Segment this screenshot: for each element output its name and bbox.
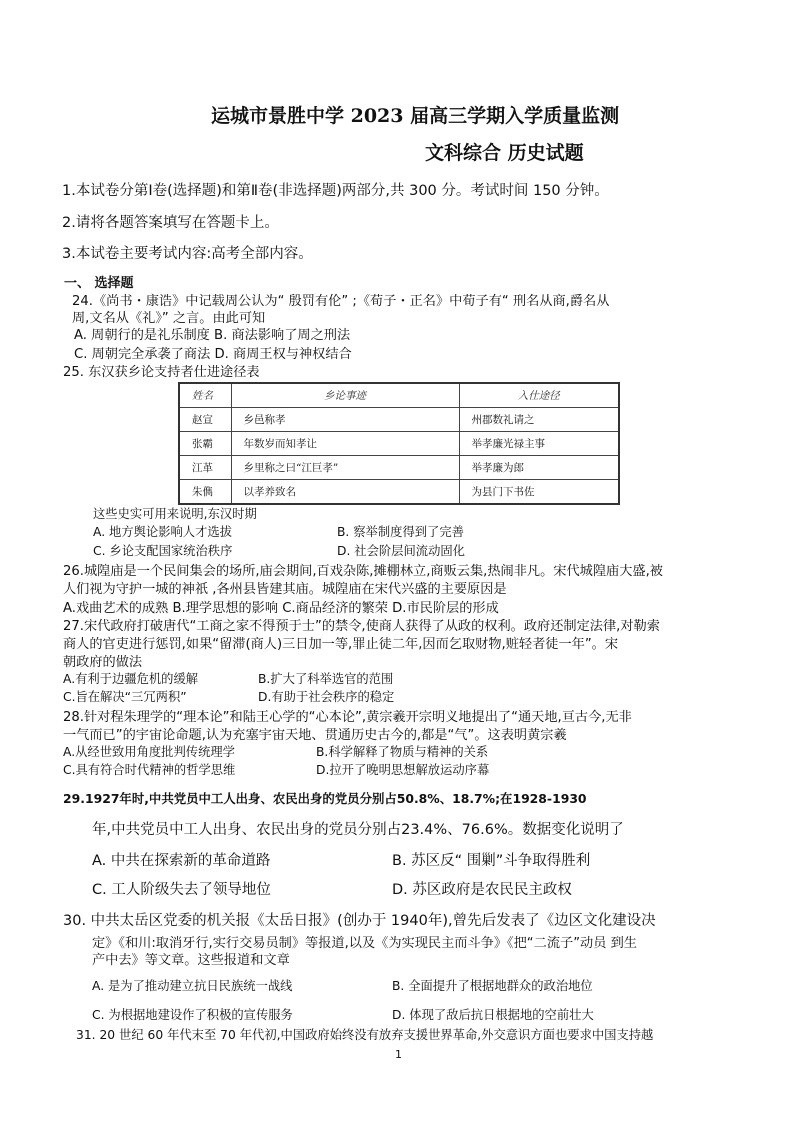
notice-3: 3.本试卷主要考试内容:高考全部内容。	[62, 246, 313, 262]
q30-option-d: D. 体现了敌后抗日根据地的空前壮大	[392, 1008, 594, 1022]
q30-option-b: B. 全面提升了根据地群众的政治地位	[392, 979, 593, 993]
q30-line-1: 30. 中共太岳区党委的机关报《太岳日报》(创办于 1940年),曾先后发表了《边区文化建设决	[63, 913, 656, 929]
table-cell: 州郡数礼请之	[459, 408, 619, 432]
table-cell: 为县门下书佐	[459, 480, 619, 505]
page-number: 1	[395, 1048, 402, 1061]
q25-option-a: A. 地方舆论影响人才选拔	[93, 525, 232, 539]
q29-option-d: D. 苏区政府是农民民主政权	[392, 882, 572, 898]
q29-option-a: A. 中共在探索新的革命道路	[92, 853, 271, 869]
exam-subtitle: 文科综合 历史试题	[425, 142, 584, 164]
q24-line-1: 24.《尚书・康诰》中记载周公认为“ 殷罚有伦” ;《荀子・正名》中荀子有“ 刑名从商,爵名从	[72, 294, 610, 309]
q27-option-c: C.旨在解决“三冗两积”	[63, 690, 187, 704]
table-header-row	[179, 383, 619, 408]
table-cell: 张霸	[179, 432, 231, 456]
q29-option-c: C. 工人阶级失去了领导地位	[92, 882, 271, 898]
q25-follow: 这些史实可用来说明,东汉时期	[93, 507, 257, 521]
exam-title: 运城市景胜中学 2023 届高三学期入学质量监测	[211, 105, 620, 127]
notice-2: 2.请将各题答案填写在答题卡上。	[62, 215, 279, 231]
q28-option-b: B.科学解释了物质与精神的关系	[316, 745, 489, 759]
q30-line-3: 产中去》等文章。这些报道和文章	[92, 953, 290, 968]
q29-line-2: 年,中共党员中工人出身、农民出身的党员分别占23.4%、76.6%。数据变化说明了	[92, 822, 624, 838]
q28-line-1: 28.针对程朱理学的“理本论”和陆王心学的“心本论”,黄宗羲开宗明义地提出了“通天地,亘古今,无非	[63, 710, 632, 725]
table-header-cell: 乡论事迹	[231, 383, 459, 408]
q27-line-2: 商人的官吏进行惩罚,如果“留滞(商人)三日加一等,罪止徒二年,因而乞取财物,赃轻者徒一年”。宋	[63, 637, 619, 652]
q26-line-2: 人们视为守护一城的神祇 ,各州县皆建其庙。城隍庙在宋代兴盛的主要原因是	[63, 582, 507, 597]
q25-option-b: B. 察举制度得到了完善	[337, 525, 464, 539]
table-row	[179, 408, 619, 432]
q27-line-1: 27.宋代政府打破唐代“工商之家不得预于士”的禁令,使商人获得了从政的权利。政府还制定法律,对勒索	[63, 619, 660, 634]
table-row	[179, 456, 619, 480]
table-cell: 以孝养致名	[231, 480, 459, 505]
table-cell: 举孝廉为郎	[459, 456, 619, 480]
q27-line-3: 朝政府的做法	[63, 655, 143, 670]
q28-line-2: 一气而已”的宇宙论命题,认为充塞宇宙天地、贯通历史古今的,都是“气”。这表明黄宗羲	[63, 728, 567, 743]
table-row	[179, 480, 619, 505]
section-title: 一、 选择题	[64, 276, 134, 291]
q26-options: A.戏曲艺术的成熟 B.理学思想的影响 C.商品经济的繁荣 D.市民阶层的形成	[63, 601, 499, 616]
table-cell: 乡里称之曰“江巨孝”	[231, 456, 459, 480]
q25-option-c: C. 乡论支配国家统治秩序	[93, 544, 233, 558]
q27-option-a: A.有利于边疆危机的缓解	[63, 672, 199, 686]
q29-option-b: B. 苏区反“ 围剿”斗争取得胜利	[392, 853, 591, 869]
table-cell: 乡邑称孝	[231, 408, 459, 432]
q30-option-c: C. 为根据地建设作了积极的宣传服务	[92, 1008, 293, 1022]
table-row	[179, 432, 619, 456]
q27-option-b: B.扩大了科举选官的范围	[258, 672, 394, 686]
table-cell: 举孝廉光禄主事	[459, 432, 619, 456]
table-header-cell: 入仕途径	[459, 383, 619, 408]
notice-1: 1.本试卷分第Ⅰ卷(选择题)和第Ⅱ卷(非选择题)两部分,共 300 分。考试时间 150 分钟。	[62, 183, 609, 199]
q28-option-c: C.具有符合时代精神的哲学思维	[63, 763, 236, 777]
q26-line-1: 26.城隍庙是一个民间集会的场所,庙会期间,百戏杂陈,摊棚林立,商贩云集,热闹非凡。宋代城隍庙大盛,被	[63, 564, 663, 579]
table-cell: 赵宣	[179, 408, 231, 432]
q28-option-a: A.从经世致用角度批判传统理学	[63, 745, 235, 759]
q30-line-2: 定》《和川:取消牙行,实行交易员制》等报道,以及《为实现民主而斗争》《把“二流子”动员 到生	[92, 936, 637, 951]
q24-line-2: 周,文名从《礼》” 之言。由此可知	[72, 311, 266, 326]
q29-line-1: 29.1927年时,中共党员中工人出身、农民出身的党员分别占50.8%、18.7%;在1928-1930	[63, 791, 587, 806]
q30-option-a: A. 是为了推动建立抗日民族统一战线	[92, 979, 293, 993]
q28-option-d: D.拉开了晚明思想解放运动序幕	[316, 763, 490, 777]
q25-option-d: D. 社会阶层间流动固化	[337, 544, 465, 558]
table-cell: 朱儁	[179, 480, 231, 505]
table-cell: 年数岁而知孝让	[231, 432, 459, 456]
q27-option-d: D.有助于社会秩序的稳定	[258, 690, 395, 704]
q31-line-1: 31. 20 世纪 60 年代末至 70 年代初,中国政府始终没有放弃支援世界革命,外交意识方面也要求中国支持越	[76, 1028, 654, 1042]
q24-options-2: C. 周朝完全承袭了商法 D. 商周王权与神权结合	[74, 347, 352, 362]
table-cell: 江革	[179, 456, 231, 480]
q25-stem: 25. 东汉获乡论支持者仕进途径表	[63, 365, 260, 380]
q24-options-1: A. 周朝行的是礼乐制度 B. 商法影响了周之刑法	[74, 328, 351, 343]
table-header-cell: 姓名	[179, 383, 231, 408]
q25-table	[178, 382, 620, 505]
